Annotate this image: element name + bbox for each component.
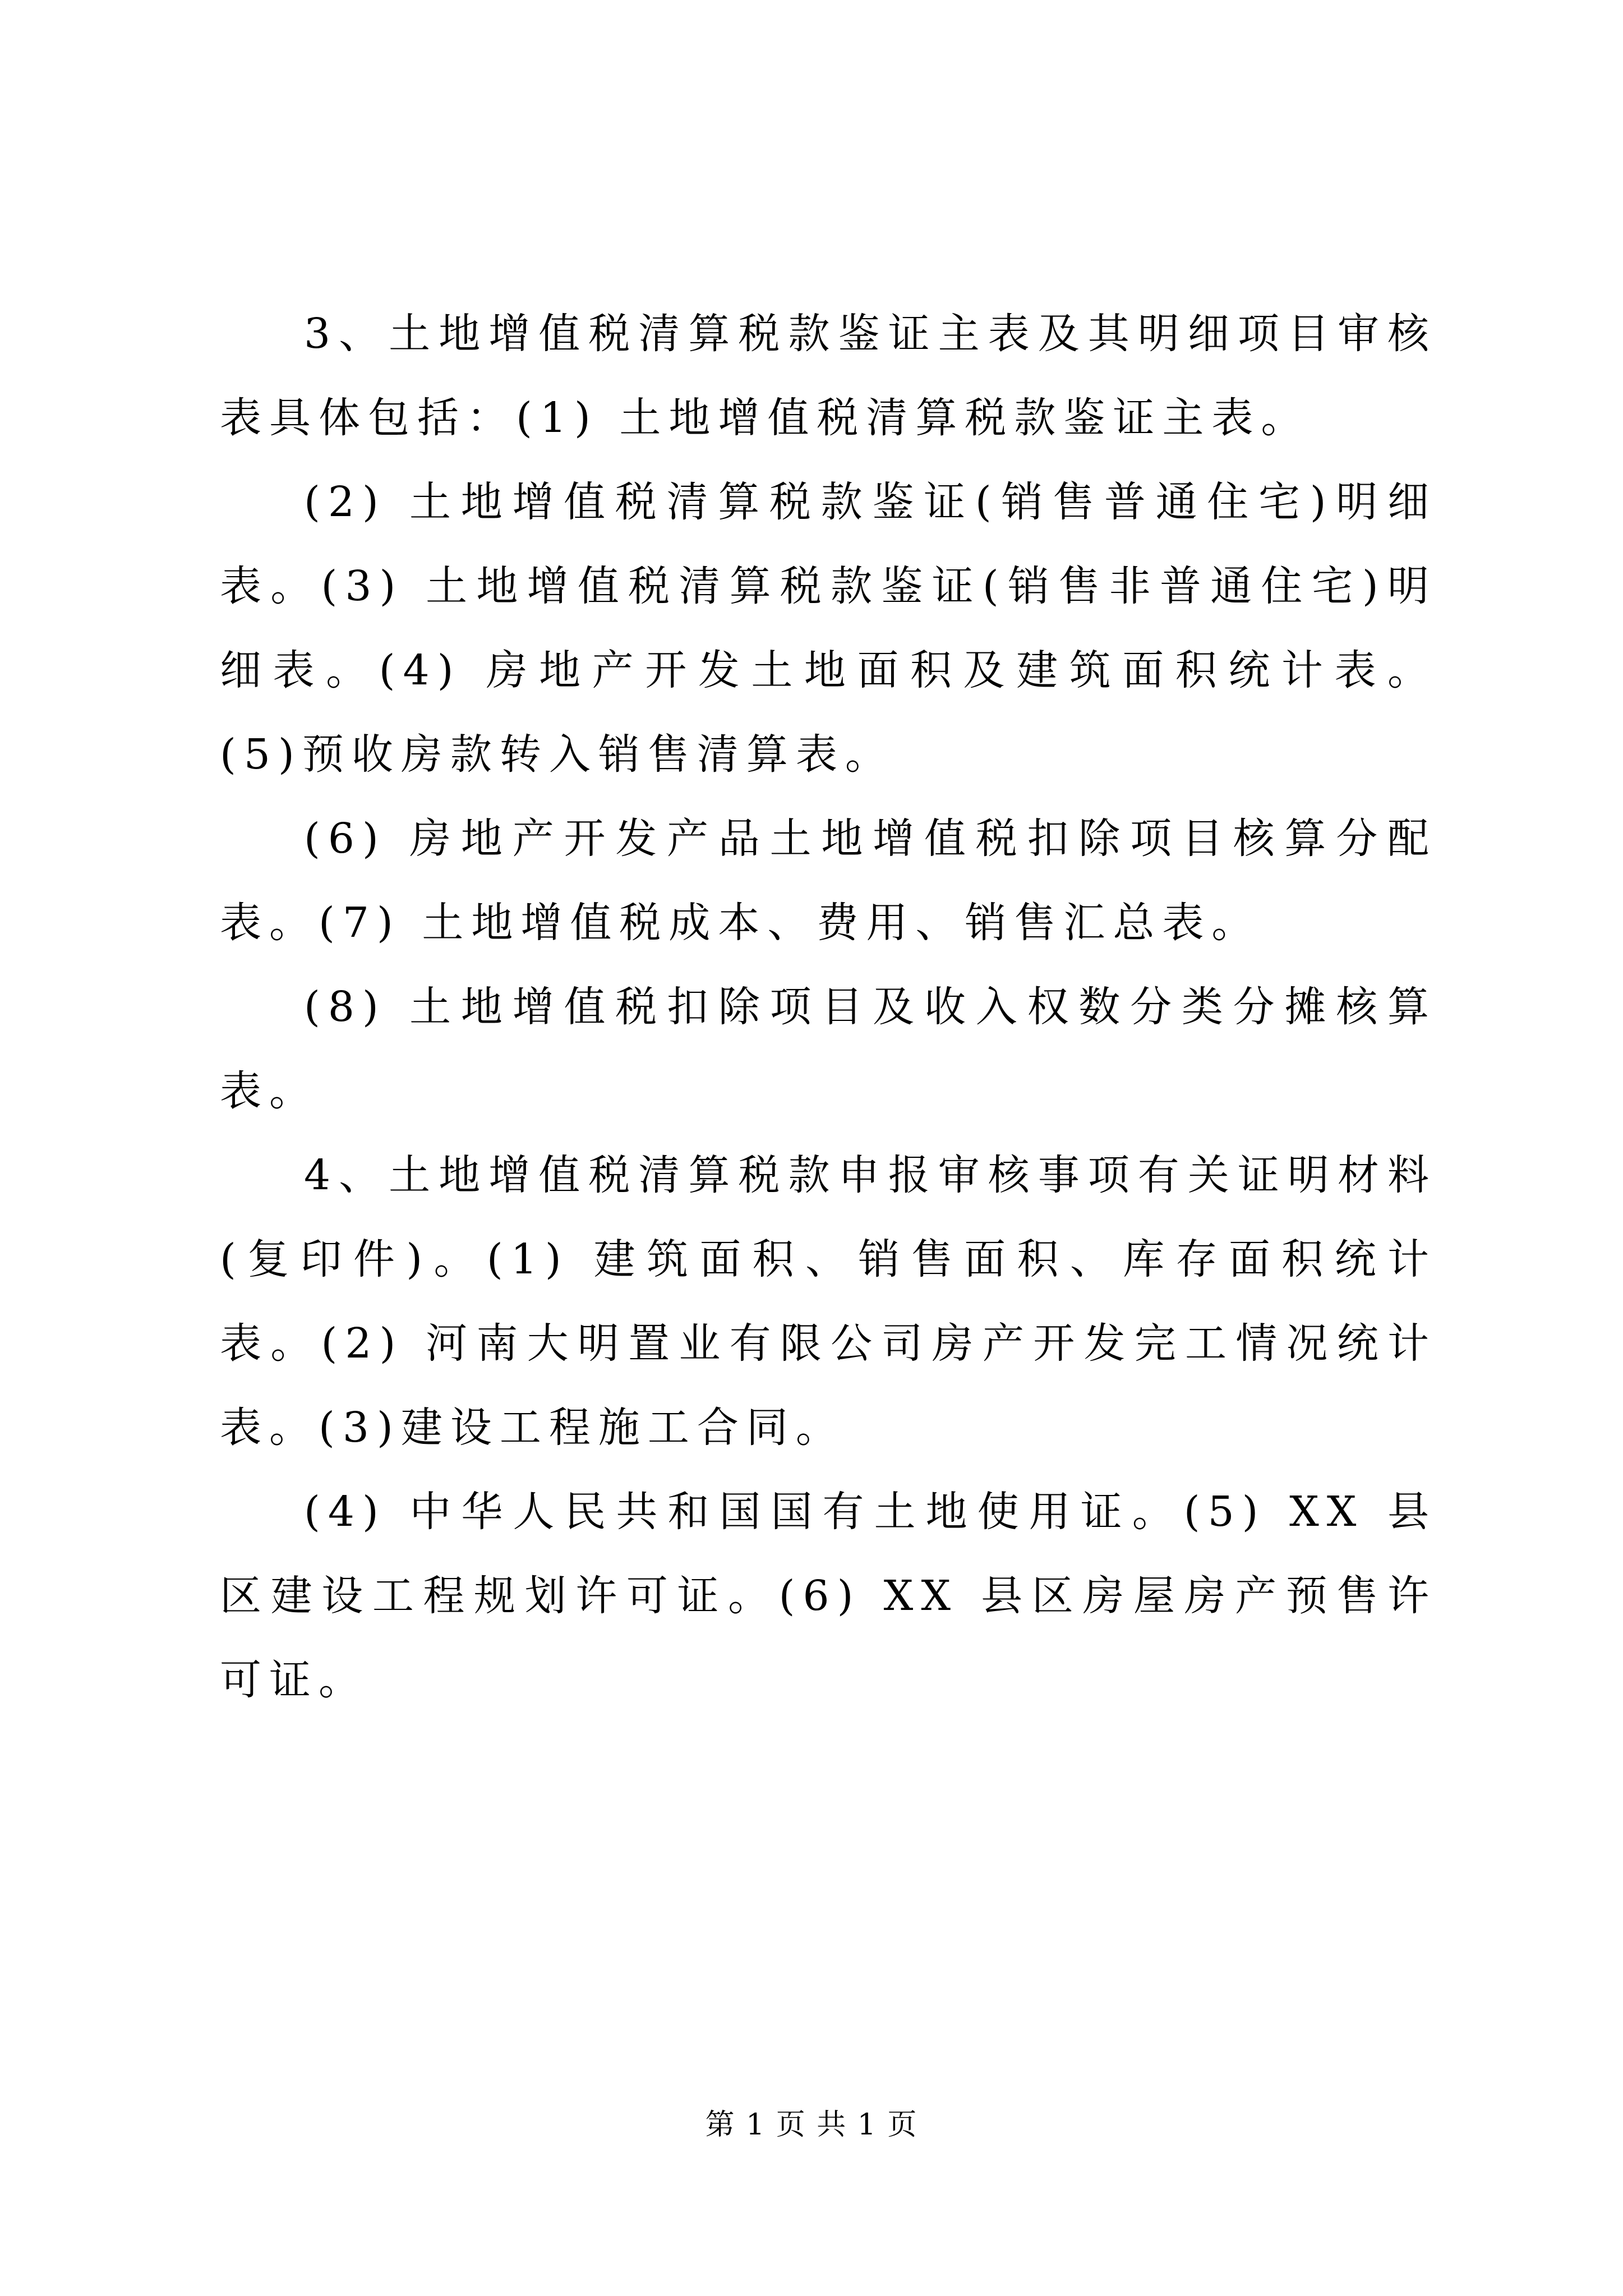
document-body (220, 292, 1437, 1722)
paragraph-detail-tables: (2) 土地增值税清算税款鉴证(销售普通住宅)明细表。(3) 土地增值税清算税款鉴证(销售非普通住宅)明细表。(4) 房地产开发土地面积及建筑面积统计表。(5)预收房款转入销售清算表。 (220, 478, 1437, 779)
page-footer: 第 1 页 共 1 页 (705, 2108, 918, 2142)
paragraph-weight-table: (8) 土地增值税扣除项目及收入权数分类分摊核算表。 (220, 983, 1437, 1115)
paragraph-certificates: (4) 中华人民共和国国有土地使用证。(5) XX 县区建设工程规划许可证。(6) XX 县区房屋房产预售许可证。 (220, 1488, 1437, 1704)
paragraph-item-3: 3、土地增值税清算税款鉴证主表及其明细项目审核表具体包括：(1) 土地增值税清算税款鉴证主表。 (220, 310, 1437, 442)
paragraph-allocation-tables: (6) 房地产开发产品土地增值税扣除项目核算分配表。(7) 土地增值税成本、费用、销售汇总表。 (220, 815, 1437, 947)
paragraph-item-4: 4、土地增值税清算税款申报审核事项有关证明材料(复印件)。(1) 建筑面积、销售面积、库存面积统计表。(2) 河南大明置业有限公司房产开发完工情况统计表。(3)建设工程施工合同。 (220, 1151, 1437, 1452)
